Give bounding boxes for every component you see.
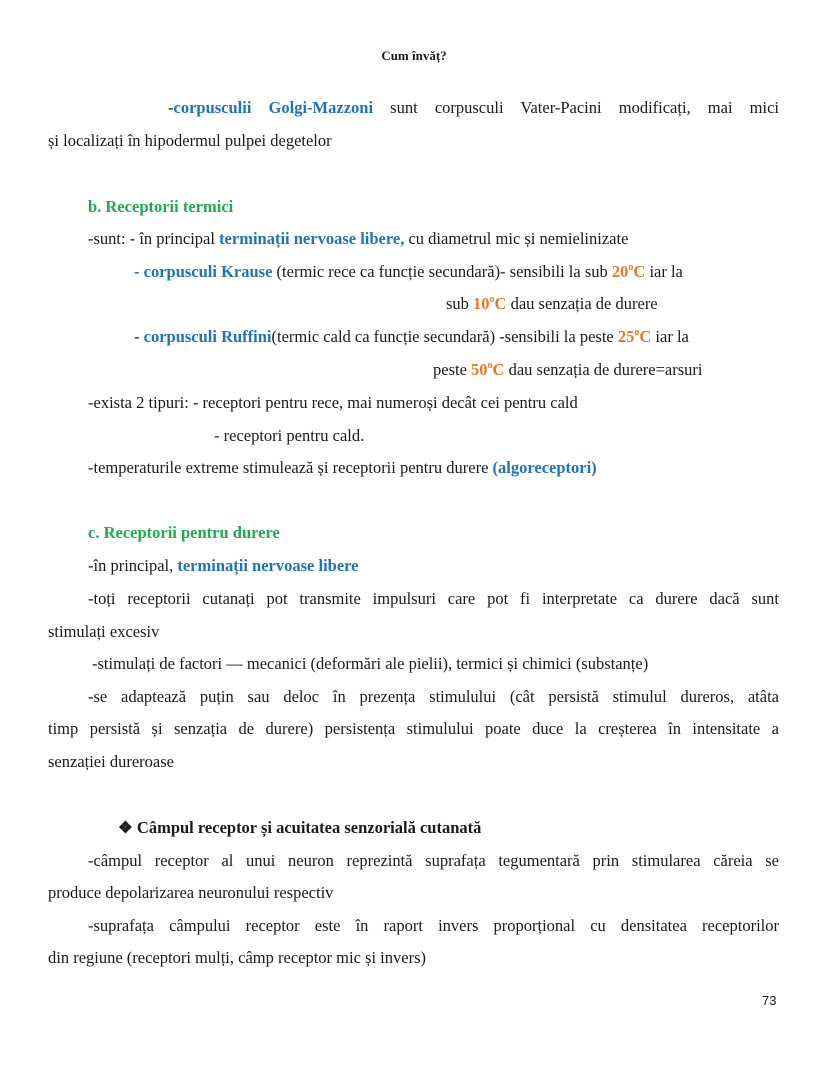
temp-50: 50$^o$C xyxy=(471,360,505,379)
temp-20: 20$^o$C xyxy=(611,262,646,281)
camp-line-3: -suprafața câmpului receptor este în raport invers proporțional cu densitatea receptorilor xyxy=(88,916,779,935)
ruffini-term: corpusculi Ruffini xyxy=(143,327,272,346)
krause-line-1: - corpusculi Krause (termic rece ca funcție secundară)- sensibili la sub 20$^o$C iar la xyxy=(134,262,683,281)
durere-line-2: -toți receptorii cutanați pot transmite impulsuri care pot fi interpretate ca durere dacă sunt xyxy=(88,589,779,608)
durere-line-1: -în principal, terminații nervoase libere xyxy=(88,556,359,575)
golgi-line-1: -corpusculii Golgi-Mazzoni sunt corpusculi Vater-Pacini modificați, mai mici xyxy=(168,98,780,117)
running-header: Cum învăț? xyxy=(381,48,447,63)
golgi-mazzoni-term: corpusculii Golgi-Mazzoni xyxy=(173,98,374,117)
krause-line-2: sub 10$^o$C dau senzația de durere xyxy=(446,294,658,313)
durere-line-7: senzației dureroase xyxy=(48,752,174,771)
terminatii-term: terminații nervoase libere, xyxy=(219,229,405,248)
durere-line-6: timp persistă și senzația de durere) persistența stimulului poate duce la creșterea în intensitate a xyxy=(48,719,779,738)
tipuri-line-2: - receptori pentru cald. xyxy=(214,426,365,445)
terminatii-durere-term: terminații nervoase libere xyxy=(177,556,359,575)
termici-sunt-line: -sunt: - în principal terminații nervoase libere, cu diametrul mic și nemielinizate xyxy=(88,229,629,248)
ruffini-line-2: peste 50$^o$C dau senzația de durere=arsuri xyxy=(433,360,703,379)
algoreceptori-term: (algoreceptori) xyxy=(492,458,597,477)
durere-line-4: -stimulați de factori — mecanici (deformări ale pielii), termici și chimici (substanțe) xyxy=(92,654,649,673)
page-number: 73 xyxy=(762,993,777,1008)
krause-term: - corpusculi Krause xyxy=(134,262,273,281)
heading-receptorii-durere: c. Receptorii pentru durere xyxy=(88,523,280,542)
diamond-bullet-icon: ❖ xyxy=(118,818,133,837)
golgi-line-2: și localizați în hipodermul pulpei degetelor xyxy=(48,131,332,150)
tipuri-line-1: -exista 2 tipuri: - receptori pentru rece, mai numeroși decât cei pentru cald xyxy=(88,393,578,412)
camp-line-1: -câmpul receptor al unui neuron reprezintă suprafața tegumentară prin stimularea căreia se xyxy=(88,851,779,870)
durere-line-3: stimulați excesiv xyxy=(48,622,160,641)
camp-line-4: din regiune (receptori mulți, câmp receptor mic și invers) xyxy=(48,948,426,967)
heading-receptorii-termici: b. Receptorii termici xyxy=(88,197,234,216)
temp-25: 25$^o$C xyxy=(617,327,652,346)
camp-line-2: produce depolarizarea neuronului respectiv xyxy=(48,883,334,902)
heading-campul-receptor: ❖ Câmpul receptor și acuitatea senzorială cutanată xyxy=(118,818,482,837)
durere-line-5: -se adaptează puțin sau deloc în prezența stimulului (cât persistă stimulul dureros, atâta xyxy=(88,687,779,706)
ruffini-line-1: - corpusculi Ruffini(termic cald ca funcție secundară) -sensibili la peste 25$^o$C iar la xyxy=(134,327,689,346)
extreme-line: -temperaturile extreme stimulează și receptorii pentru durere (algoreceptori) xyxy=(88,458,597,477)
temp-10: 10$^o$C xyxy=(473,294,507,313)
